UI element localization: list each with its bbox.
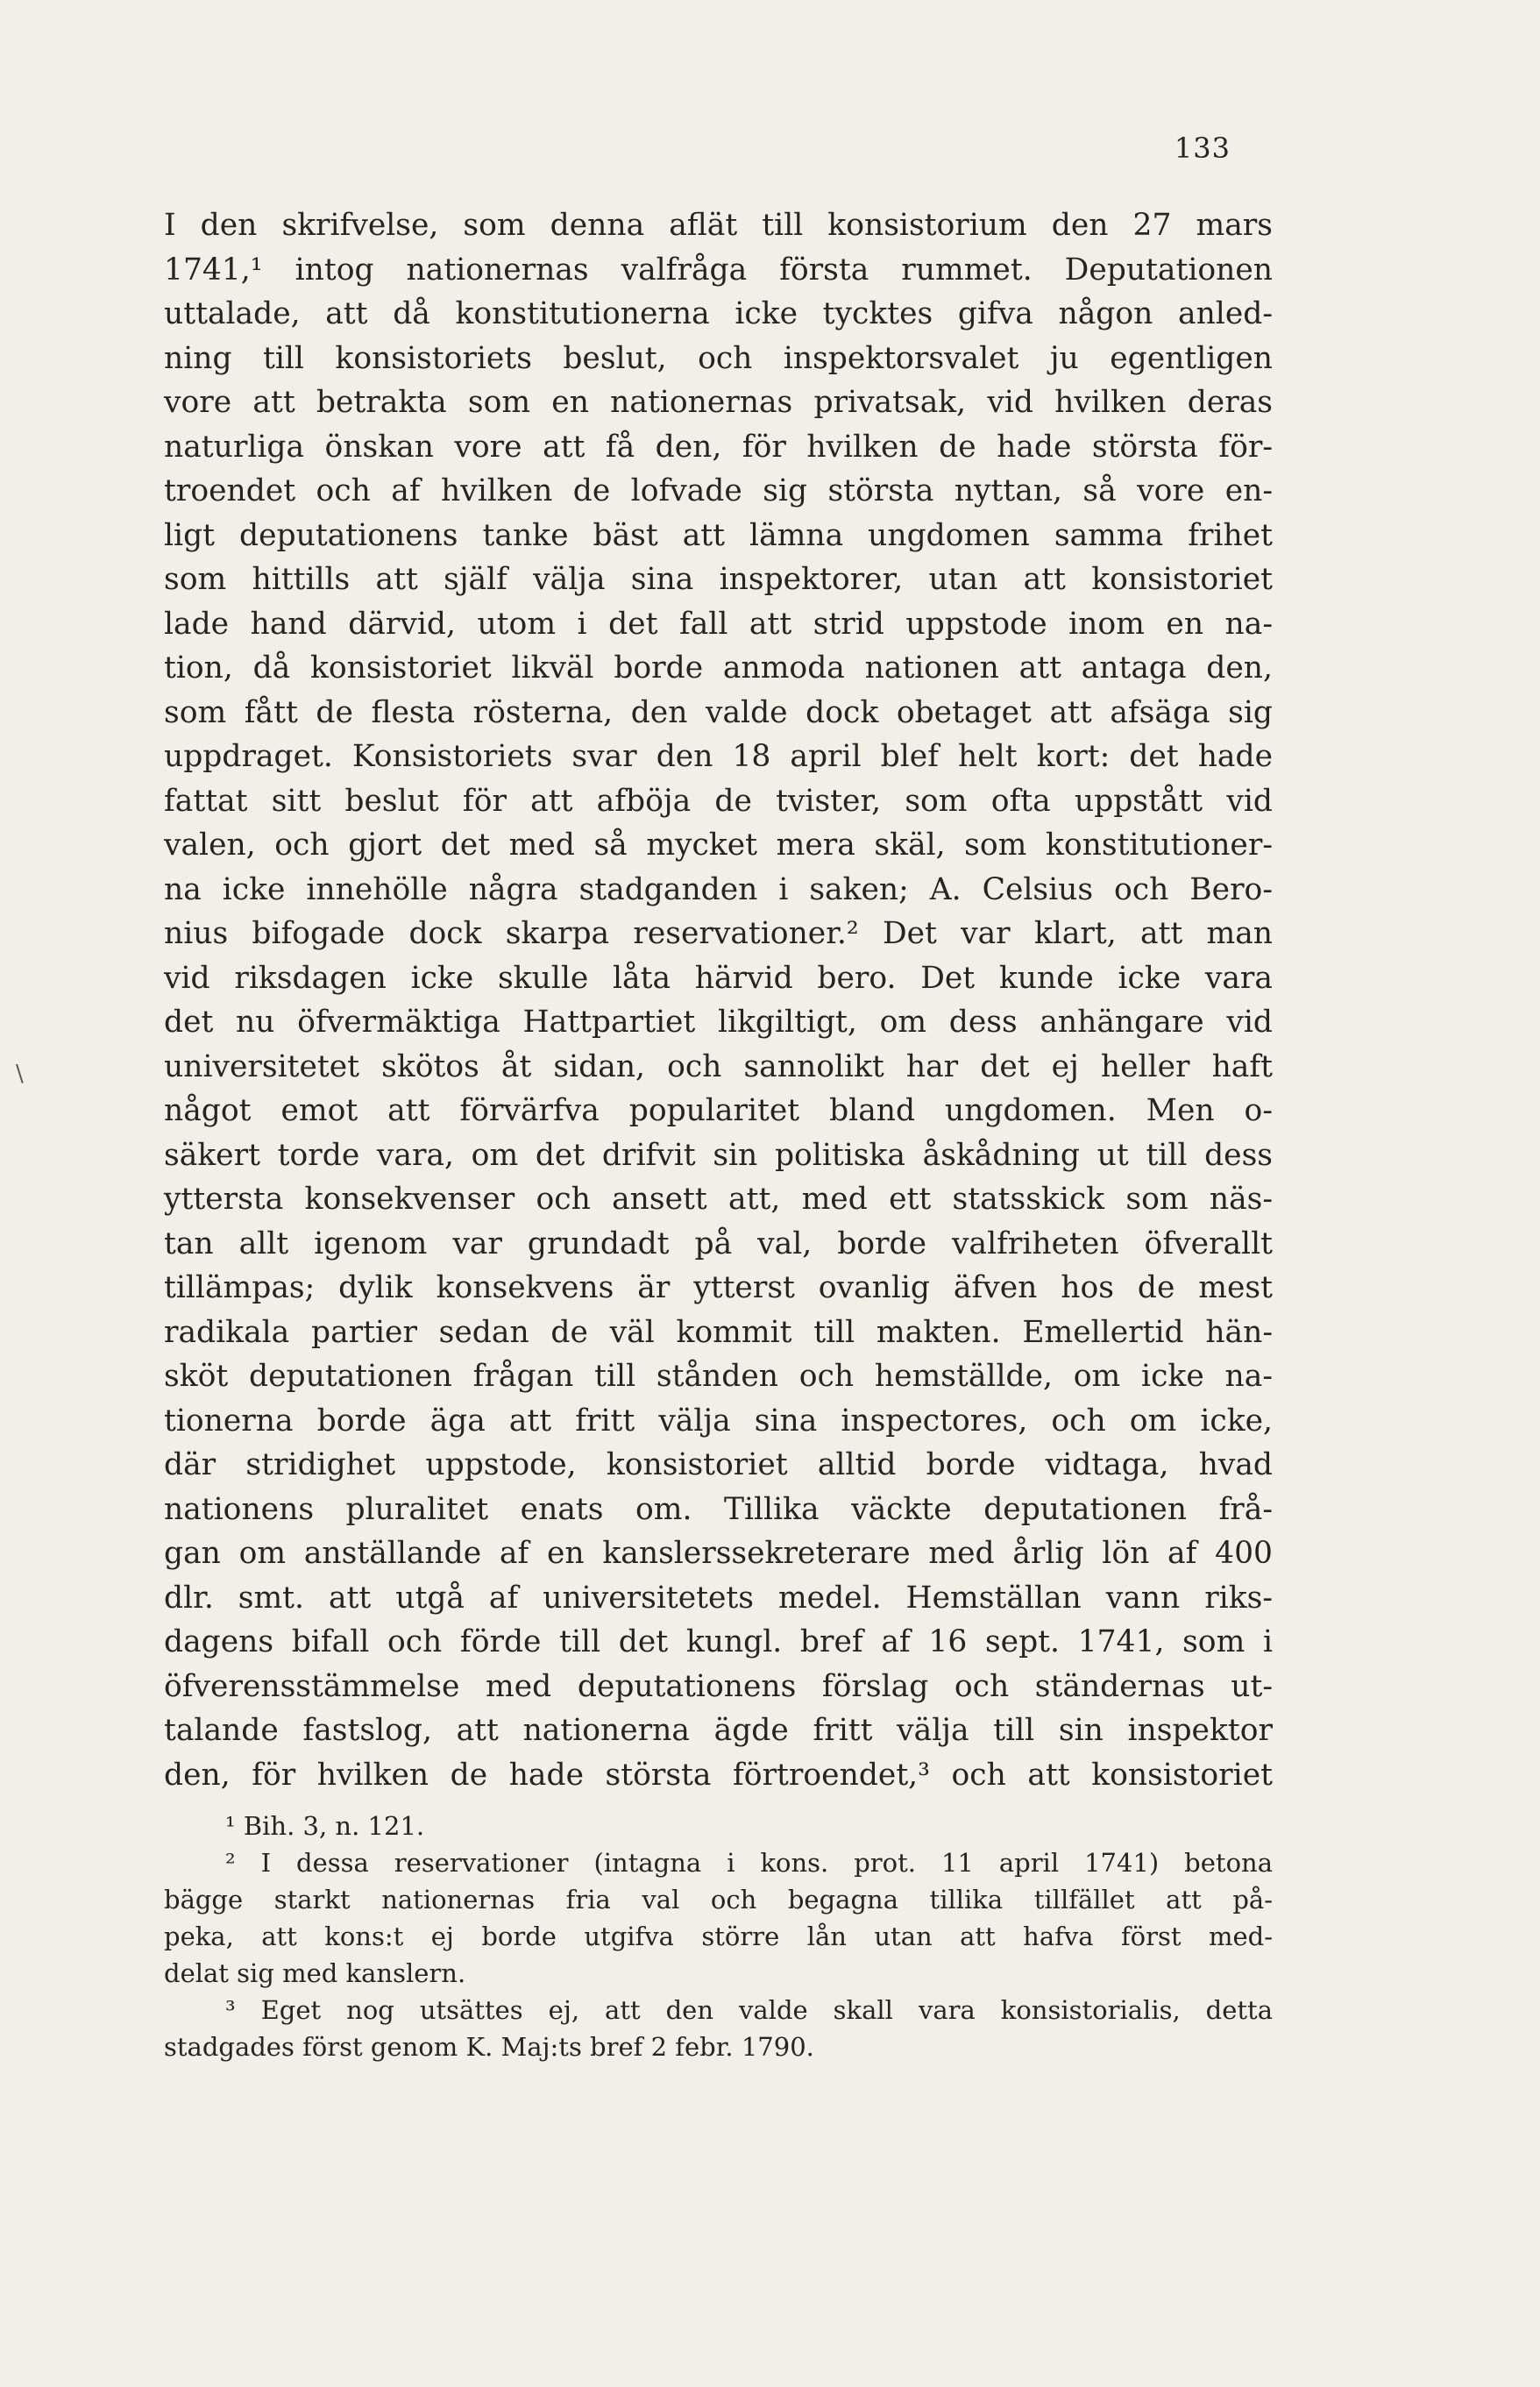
body-line: nationens pluralitet enats om. Tillika väckte deputationen frå- <box>164 1491 1273 1527</box>
body-line: det nu öfvermäktiga Hattpartiet likgiltigt, om dess anhängare vid <box>164 1005 1273 1040</box>
body-line: vore att betrakta som en nationernas privatsak, vid hvilken deras <box>164 385 1273 420</box>
footnote-line: ² I dessa reservationer (intagna i kons. prot. 11 april 1741) betona <box>225 1848 1273 1878</box>
footnote-line: stadgades först genom K. Maj:ts bref 2 febr. 1790. <box>164 2032 814 2062</box>
body-line: 1741,¹ intog nationernas valfråga första rummet. Deputationen <box>164 252 1273 288</box>
footnote-line: delat sig med kanslern. <box>164 1958 466 1988</box>
footnote-line: ³ Eget nog utsättes ej, att den valde skall vara konsistorialis, detta <box>225 1995 1273 2025</box>
body-line: yttersta konsekvenser och ansett att, med ett statsskick som näs- <box>164 1182 1273 1217</box>
body-line: troendet och af hvilken de lofvade sig största nyttan, så vore en- <box>164 473 1273 508</box>
body-text <box>164 203 1273 1797</box>
footnotes <box>164 1808 1273 2065</box>
body-line: radikala partier sedan de väl kommit till makten. Emellertid hän- <box>164 1314 1273 1350</box>
margin-mark: \ <box>16 1061 24 1087</box>
body-line: I den skrifvelse, som denna aflät till konsistorium den 27 mars <box>164 208 1273 243</box>
body-line: säkert torde vara, om det drifvit sin politiska åskådning ut till dess <box>164 1137 1273 1173</box>
body-line: uttalade, att då konstitutionerna icke tycktes gifva någon anled- <box>164 296 1273 331</box>
page-number: 133 <box>1174 131 1231 165</box>
body-line: tillämpas; dylik konsekvens är ytterst ovanlig äfven hos de mest <box>164 1270 1273 1305</box>
body-line: ning till konsistoriets beslut, och inspektorsvalet ju egentligen <box>164 340 1273 376</box>
body-line: öfverensstämmelse med deputationens förslag och ständernas ut- <box>164 1668 1273 1704</box>
body-line: något emot att förvärfva popularitet bland ungdomen. Men o- <box>164 1093 1273 1128</box>
body-line: som hittills att själf välja sina inspektorer, utan att konsistoriet <box>164 562 1273 597</box>
body-line: fattat sitt beslut för att afböja de tvister, som ofta uppstått vid <box>164 783 1273 819</box>
body-line: vid riksdagen icke skulle låta härvid bero. Det kunde icke vara <box>164 960 1273 996</box>
body-line: tan allt igenom var grundadt på val, borde valfriheten öfverallt <box>164 1225 1273 1261</box>
body-line: där stridighet uppstode, konsistoriet alltid borde vidtaga, hvad <box>164 1447 1273 1482</box>
body-line: na icke innehölle några stadganden i saken; A. Celsius och Bero- <box>164 871 1273 907</box>
body-line: sköt deputationen frågan till stånden och hemställde, om icke na- <box>164 1359 1273 1394</box>
body-line: talande fastslog, att nationerna ägde fritt välja till sin inspektor <box>164 1713 1273 1748</box>
body-line: den, för hvilken de hade största förtroendet,³ och att konsistoriet <box>164 1757 1273 1793</box>
footnote-line: bägge starkt nationernas fria val och begagna tillika tillfället att på- <box>164 1885 1273 1915</box>
body-line: uppdraget. Konsistoriets svar den 18 april blef helt kort: det hade <box>164 739 1273 774</box>
body-line: gan om anställande af en kanslerssekreterare med årlig lön af 400 <box>164 1536 1273 1571</box>
body-line: nius bifogade dock skarpa reservationer.² Det var klart, att man <box>164 916 1273 951</box>
body-line: som fått de flesta rösterna, den valde dock obetaget att afsäga sig <box>164 694 1273 730</box>
body-line: dlr. smt. att utgå af universitetets medel. Hemställan vann riks- <box>164 1580 1273 1616</box>
footnote-line: ¹ Bih. 3, n. 121. <box>225 1811 425 1841</box>
body-line: ligt deputationens tanke bäst att lämna ungdomen samma frihet <box>164 517 1273 553</box>
body-line: universitetet skötos åt sidan, och sannolikt har det ej heller haft <box>164 1048 1273 1084</box>
body-line: valen, och gjort det med så mycket mera skäl, som konstitutioner- <box>164 828 1273 863</box>
footnote-line: peka, att kons:t ej borde utgifva större lån utan att hafva först med- <box>164 1922 1273 1951</box>
body-line: tionerna borde äga att fritt välja sina inspectores, och om icke, <box>164 1403 1273 1439</box>
body-line: lade hand därvid, utom i det fall att strid uppstode inom en na- <box>164 606 1273 642</box>
body-line: tion, då konsistoriet likväl borde anmoda nationen att antaga den, <box>164 650 1273 686</box>
body-line: naturliga önskan vore att få den, för hvilken de hade största för- <box>164 429 1273 465</box>
body-line: dagens bifall och förde till det kungl. bref af 16 sept. 1741, som i <box>164 1624 1273 1659</box>
